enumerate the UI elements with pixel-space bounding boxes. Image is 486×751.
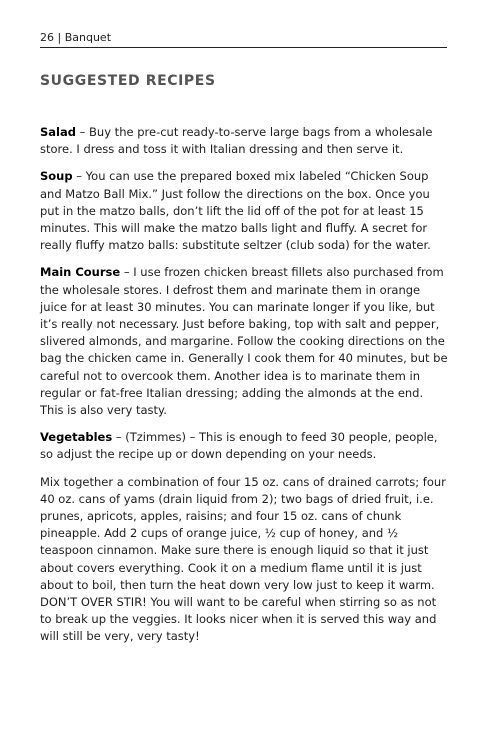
vegetables-paragraph — [40, 429, 448, 463]
vegetables-label: Vegetables — [40, 430, 113, 445]
main-course-text: – I use frozen chicken breast fillets also purchased from the wholesale stores. I defrost them and marinate them in orange juice for at least 30 minutes. You can marinate longer if you like, but it’s really not necessary. Just before baking, top with salt and pepper, slivered almonds, and margarine. Follow the cooking directions on the bag the chicken came in. Generally I cook them for 40 minutes, but be careful not to overcook them. Another idea is to marinate them in regular or fat-free Italian dressing; adding the almonds at the end. This is also very tasty. — [40, 265, 448, 418]
header-separator: | — [57, 31, 62, 44]
header-rule — [40, 47, 447, 48]
book-title: Banquet — [64, 31, 112, 44]
section-title: SUGGESTED RECIPES — [40, 73, 216, 89]
page-number: 26 — [40, 31, 54, 44]
soup-label: Soup — [40, 169, 73, 184]
salad-text: – Buy the pre-cut ready-to-serve large bags from a wholesale store. I dress and toss it with Italian dressing and then serve it. — [40, 125, 433, 157]
main-course-label: Main Course — [40, 265, 121, 280]
running-head — [40, 31, 111, 44]
main-course-paragraph — [40, 264, 448, 419]
vegetables-instructions: Mix together a combination of four 15 oz. cans of drained carrots; four 40 oz. cans of yams (drain liquid from 2); two bags of dried fruit, i.e. prunes, apricots, apples, raisins; and four 15 oz. cans of chunk pineapple. Add 2 cups of orange juice, ½ cup of honey, and ½ teaspoon cinnamon. Make sure there is enough liquid so that it just about covers everything. Cook it on a medium flame until it is just about to boil, then turn the heat down very low just to keep it warm. DON’T OVER STIR! You will want to be careful when stirring so as not to break up the veggies. It looks nicer when it is served this way and will still be very, very tasty! — [40, 474, 446, 644]
salad-paragraph — [40, 124, 448, 158]
recipe-body — [40, 124, 448, 656]
salad-label: Salad — [40, 125, 76, 139]
soup-paragraph — [40, 168, 448, 254]
soup-text: – You can use the prepared boxed mix labeled “Chicken Soup and Matzo Ball Mix.” Just follow the directions on the box. Once you put in the matzo balls, don’t lift the lid off of the pot for at least 15 minutes. This will make the matzo balls light and fluffy. A secret for really fluffy matzo balls: substitute seltzer (club soda) for the water. — [40, 169, 431, 253]
vegetables-text: – (Tzimmes) – This is enough to feed 30 people, people, so adjust the recipe up or down depending on your needs. — [40, 430, 438, 462]
